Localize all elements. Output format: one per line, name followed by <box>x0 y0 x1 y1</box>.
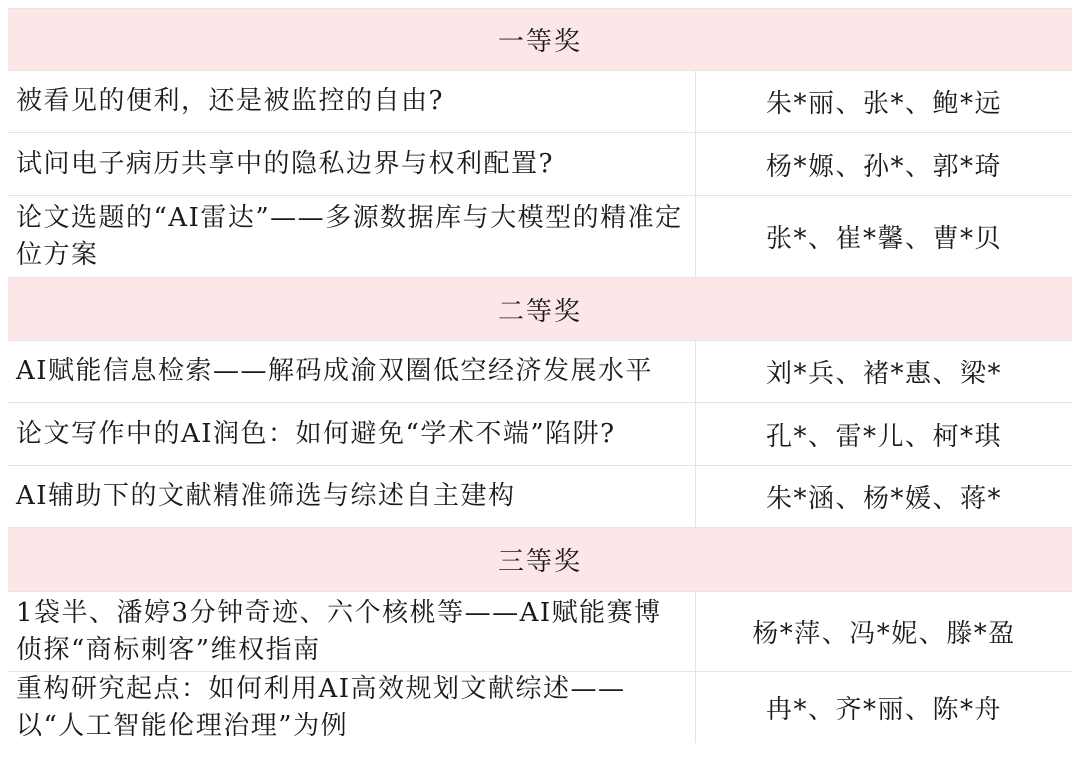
paper-title: 试问电子病历共享中的隐私边界与权利配置? <box>8 133 696 195</box>
table-row <box>8 402 1072 465</box>
section-heading-label: 一等奖 <box>497 27 582 57</box>
authors: 杨*嫄、孙*、郭*琦 <box>765 151 1002 182</box>
table-row <box>8 340 1072 402</box>
paper-title: AI辅助下的文献精准筛选与综述自主建构 <box>8 466 696 527</box>
paper-title: AI赋能信息检索——解码成渝双圈低空经济发展水平 <box>8 341 696 402</box>
section-heading-label: 二等奖 <box>497 296 582 327</box>
table-row <box>8 195 1072 277</box>
paper-title: 论文写作中的AI润色：如何避免“学术不端”陷阱? <box>8 403 696 465</box>
authors: 朱*涵、杨*媛、蒋* <box>765 484 1002 514</box>
authors: 张*、崔*馨、曹*贝 <box>765 224 1002 254</box>
table-row <box>8 671 1072 743</box>
paper-title: 被看见的便利，还是被监控的自由? <box>8 71 696 132</box>
paper-title: 论文选题的“AI雷达”——多源数据库与大模型的精准定位方案 <box>8 196 696 277</box>
awards-table <box>8 8 1072 743</box>
authors: 刘*兵、褚*惠、梁* <box>765 359 1002 389</box>
section-heading-label: 三等奖 <box>497 547 582 577</box>
section-heading-first-prize <box>8 8 1072 70</box>
table-row <box>8 132 1072 195</box>
paper-title: 重构研究起点：如何利用AI高效规划文献综述——以“人工智能伦理治理”为例 <box>8 672 696 743</box>
paper-title: 1袋半、潘婷3分钟奇迹、六个核桃等——AI赋能赛博侦探“商标刺客”维权指南 <box>8 592 696 671</box>
authors: 冉*、齐*丽、陈*舟 <box>765 695 1002 725</box>
table-row <box>8 70 1072 132</box>
table-row <box>8 465 1072 527</box>
authors: 孔*、雷*儿、柯*琪 <box>765 421 1002 452</box>
authors: 朱*丽、张*、鲍*远 <box>765 89 1002 119</box>
section-heading-third-prize <box>8 527 1072 591</box>
authors: 杨*萍、冯*妮、滕*盈 <box>752 619 1016 649</box>
table-row <box>8 591 1072 671</box>
section-heading-second-prize <box>8 277 1072 340</box>
